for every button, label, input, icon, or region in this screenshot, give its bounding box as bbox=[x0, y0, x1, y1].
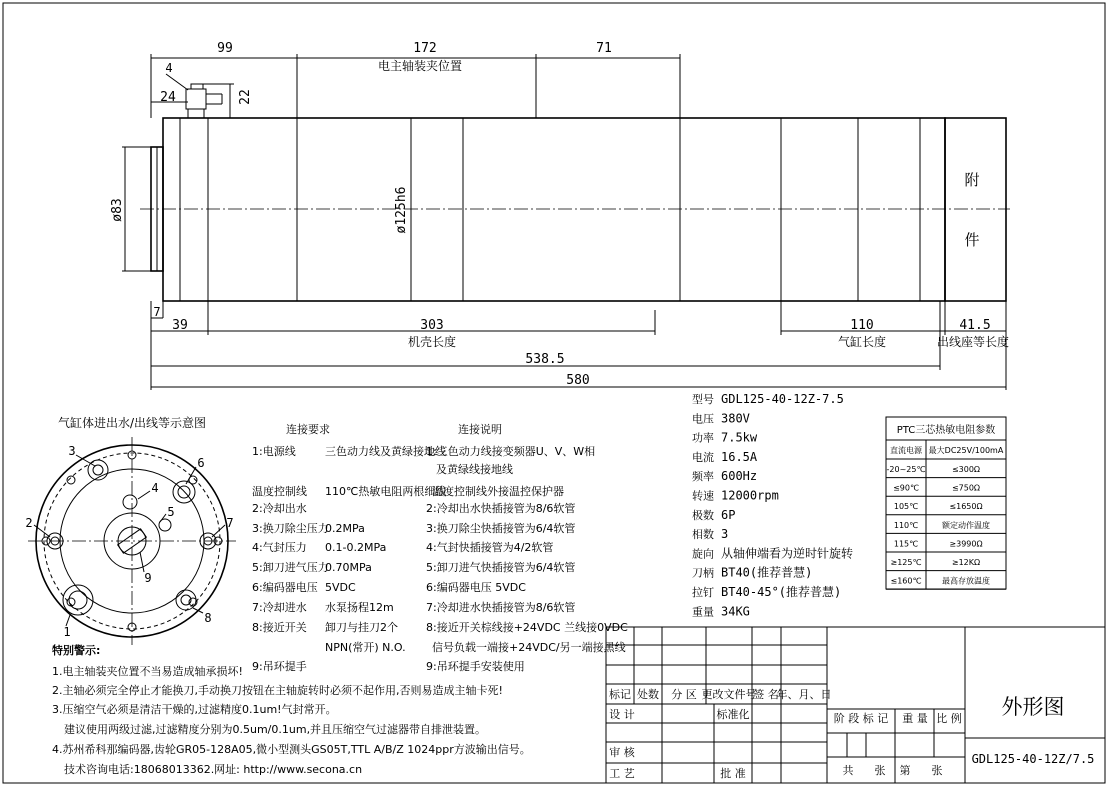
dim-303: 303 bbox=[420, 318, 444, 333]
ptc-value: ≤300Ω bbox=[951, 465, 981, 474]
spec-value: GDL125-40-12Z-7.5 bbox=[721, 392, 844, 406]
title-block bbox=[606, 627, 1105, 783]
ptc-temp: ≤160℃ bbox=[890, 576, 922, 586]
connection-requirements bbox=[252, 422, 446, 673]
requirement-value: 0.1-0.2MPa bbox=[325, 541, 387, 554]
spec-label: 型号 bbox=[692, 393, 714, 406]
end-label-2: 2 bbox=[25, 516, 33, 530]
warning-line: 2.主轴必须完全停止才能换刀,手动换刀按钮在主轴旋转时必须不起作用,否则易造成主轴卡死! bbox=[52, 684, 503, 697]
clamp-position-label: 电主轴装夹位置 bbox=[377, 59, 463, 73]
spec-label: 重量 bbox=[692, 605, 714, 619]
end-label-9: 9 bbox=[144, 571, 152, 585]
note-line: 8:接近开关棕线接+24VDC 兰线接0VDC bbox=[426, 621, 628, 634]
spec-label: 转速 bbox=[692, 489, 714, 503]
dim-7: 7 bbox=[153, 305, 161, 319]
spec-label: 电流 bbox=[692, 450, 714, 464]
tb-column: 标记 bbox=[609, 688, 631, 701]
requirement-value: 110℃热敏电阻两根细线 bbox=[325, 485, 447, 498]
ptc-header: 最大DC25V/100mA bbox=[928, 446, 1004, 455]
tb-standard: 标准化 bbox=[716, 708, 750, 721]
spec-label: 频率 bbox=[692, 470, 714, 484]
note-line: 9:吊环提手安装使用 bbox=[426, 660, 525, 673]
requirement-label: 8:接近开关 bbox=[252, 621, 307, 634]
tb-approve: 批 准 bbox=[720, 767, 746, 780]
tb-weight: 重 量 bbox=[902, 712, 928, 725]
dim-24: 24 bbox=[160, 90, 176, 105]
dim-71: 71 bbox=[596, 41, 612, 56]
tb-column: 处数 bbox=[637, 688, 659, 701]
spec-label: 极数 bbox=[692, 508, 714, 522]
warnings-title: 特别警示: bbox=[52, 644, 101, 657]
dim-110: 110 bbox=[850, 318, 874, 333]
note-line: 6:编码器电压 5VDC bbox=[426, 581, 526, 594]
note-line: 1:三色动力线接变频器U、V、W相 bbox=[426, 445, 596, 458]
requirement-label: 温度控制线 bbox=[252, 485, 307, 498]
ptc-temp: ≤90℃ bbox=[893, 483, 919, 493]
dim-phi83: ø83 bbox=[110, 198, 125, 222]
spec-label: 拉钉 bbox=[692, 586, 714, 599]
end-view bbox=[25, 415, 236, 645]
dim-4: 4 bbox=[165, 61, 173, 75]
spec-value: BT40-45°(推荐普慧) bbox=[721, 585, 842, 599]
ptc-value: ≥12KΩ bbox=[951, 558, 981, 567]
tb-scale: 比 例 bbox=[936, 712, 962, 725]
ptc-value: ≥3990Ω bbox=[949, 539, 983, 549]
spec-value: 380V bbox=[721, 411, 750, 426]
dim-22: 22 bbox=[238, 89, 253, 105]
tb-column: 分 区 bbox=[671, 688, 697, 701]
ptc-temp: ≥125℃ bbox=[890, 558, 922, 567]
dim-39: 39 bbox=[172, 318, 188, 333]
tb-total: 共 bbox=[842, 764, 854, 777]
requirement-value: 0.2MPa bbox=[325, 522, 365, 535]
ptc-header: 直流电源 bbox=[890, 446, 922, 455]
ptc-value: 额定动作温度 bbox=[942, 520, 990, 530]
spec-label: 电压 bbox=[692, 412, 714, 426]
warning-line: 技术咨询电话:18068013362.网址: http://www.secona.cn bbox=[64, 763, 363, 776]
note-line: 信号负载一端接+24VDC/另一端接黑线 bbox=[432, 641, 626, 654]
spec-list bbox=[692, 392, 853, 618]
requirement-label: 9:吊环提手 bbox=[252, 660, 307, 673]
note-line: 3:换刀除尘快插接管为6/4软管 bbox=[426, 522, 576, 535]
requirement-value: NPN(常开) N.O. bbox=[325, 641, 406, 654]
dim-41-5: 41.5 bbox=[959, 318, 991, 333]
spec-value: 6P bbox=[721, 507, 736, 522]
dim-172: 172 bbox=[413, 41, 437, 56]
spindle-body bbox=[163, 118, 945, 301]
attachment-box bbox=[945, 118, 1006, 301]
note-line: 及黄绿线接地线 bbox=[436, 463, 513, 476]
note-line: 4:气封快插接管为4/2软管 bbox=[426, 541, 554, 554]
tb-sheet-no: 第 bbox=[899, 764, 911, 777]
end-view-title: 气缸体进出水/出线等示意图 bbox=[57, 416, 207, 430]
spec-value: 12000rpm bbox=[721, 488, 779, 503]
end-label-3: 3 bbox=[68, 444, 76, 458]
requirement-label: 1:电源线 bbox=[252, 445, 296, 458]
tb-column: 签 名 bbox=[753, 688, 779, 701]
ptc-temp: 105℃ bbox=[893, 502, 919, 512]
spec-label: 功率 bbox=[692, 431, 714, 445]
tb-column: 更改文件号 bbox=[701, 688, 757, 701]
ptc-title: PTC三芯热敏电阻参数 bbox=[896, 425, 996, 436]
tb-sheets-2: 张 bbox=[931, 764, 943, 777]
spec-value: 7.5kw bbox=[721, 430, 758, 445]
requirement-value: 卸刀与挂刀2个 bbox=[325, 621, 398, 634]
warning-line: 3.压缩空气必须是清洁干燥的,过滤精度0.1um!气封常开。 bbox=[52, 703, 337, 716]
ptc-temp: -20~25℃ bbox=[886, 465, 926, 474]
spec-value: 600Hz bbox=[721, 469, 758, 484]
attachment-label-1: 附 bbox=[964, 171, 980, 189]
spec-value: 从轴伸端看为逆时针旋转 bbox=[721, 546, 854, 561]
warning-line: 4.苏州希科那编码器,齿轮GR05-128A05,微小型测头GS05T,TTL A/B/Z 1024ppr方波输出信号。 bbox=[52, 743, 531, 756]
requirement-label: 5:卸刀进气压力 bbox=[252, 561, 329, 574]
end-label-4: 4 bbox=[151, 481, 159, 495]
tb-stage: 阶 段 标 记 bbox=[833, 712, 889, 725]
drawing-title: 外形图 bbox=[1001, 695, 1065, 719]
warning-line: 1.电主轴装夹位置不当易造成轴承损坏! bbox=[52, 665, 243, 678]
tb-column: 年、月、日 bbox=[776, 688, 832, 701]
end-label-7: 7 bbox=[226, 516, 234, 530]
tb-design: 设 计 bbox=[609, 708, 635, 721]
requirement-value: 5VDC bbox=[325, 581, 356, 594]
spec-value: BT40(推荐普慧) bbox=[721, 565, 813, 580]
requirement-value: 0.70MPa bbox=[325, 561, 372, 574]
spec-label: 刀柄 bbox=[692, 566, 714, 580]
ptc-value: 最高存放温度 bbox=[942, 576, 990, 586]
requirement-value: 三色动力线及黄绿接地线 bbox=[325, 445, 446, 458]
tb-sheets: 张 bbox=[874, 764, 886, 777]
spec-label: 旋向 bbox=[692, 547, 714, 561]
dim-580: 580 bbox=[566, 373, 590, 388]
shell-length-label: 机壳长度 bbox=[407, 335, 457, 349]
requirement-value: 水泵扬程12m bbox=[325, 601, 394, 614]
dim-99: 99 bbox=[217, 41, 233, 56]
dim-538-5: 538.5 bbox=[525, 352, 565, 367]
end-label-6: 6 bbox=[197, 456, 205, 470]
spec-value: 3 bbox=[721, 527, 729, 542]
note-line: 5:卸刀进气快插接管为6/4软管 bbox=[426, 561, 576, 574]
spec-value: 16.5A bbox=[721, 449, 758, 464]
ptc-temp: 110℃ bbox=[893, 520, 919, 530]
ptc-value: ≤750Ω bbox=[951, 483, 981, 493]
connection-notes bbox=[426, 422, 628, 673]
requirement-label: 6:编码器电压 bbox=[252, 581, 318, 594]
spec-value: 34KG bbox=[721, 604, 750, 619]
dim-phi125: ø125h6 bbox=[394, 186, 409, 234]
note-line: 温度控制线外接温控保护器 bbox=[432, 485, 564, 498]
requirement-label: 3:换刀除尘压力 bbox=[252, 522, 329, 535]
end-label-8: 8 bbox=[204, 611, 212, 625]
tb-review: 审 核 bbox=[609, 746, 635, 759]
ptc-table bbox=[886, 417, 1006, 589]
end-label-5: 5 bbox=[167, 505, 175, 519]
note-line: 2:冷却出水快插接管为8/6软管 bbox=[426, 502, 576, 515]
fitting bbox=[186, 89, 206, 109]
ptc-value: ≤1650Ω bbox=[949, 502, 983, 512]
tb-process: 工 艺 bbox=[609, 767, 635, 780]
requirement-label: 4:气封压力 bbox=[252, 541, 307, 554]
requirement-label: 2:冷却出水 bbox=[252, 502, 307, 515]
notes-title: 连接说明 bbox=[458, 423, 502, 436]
ptc-temp: 115℃ bbox=[893, 539, 919, 549]
requirements-title: 连接要求 bbox=[286, 423, 330, 436]
attachment-label-2: 件 bbox=[964, 231, 980, 249]
drawing-code: GDL125-40-12Z/7.5 bbox=[971, 752, 1095, 766]
cylinder-length-label: 气缸长度 bbox=[837, 335, 887, 349]
warning-line: 建议使用两级过滤,过滤精度分别为0.5um/0.1um,并且压缩空气过滤器带自排泄装置。 bbox=[64, 723, 487, 736]
requirement-label: 7:冷却进水 bbox=[252, 601, 307, 614]
spec-label: 相数 bbox=[692, 528, 714, 542]
note-line: 7:冷却进水快插接管为8/6软管 bbox=[426, 601, 576, 614]
end-label-1: 1 bbox=[63, 625, 71, 639]
seat-length-label: 出线座等长度 bbox=[936, 335, 1010, 349]
side-view bbox=[110, 41, 1010, 390]
